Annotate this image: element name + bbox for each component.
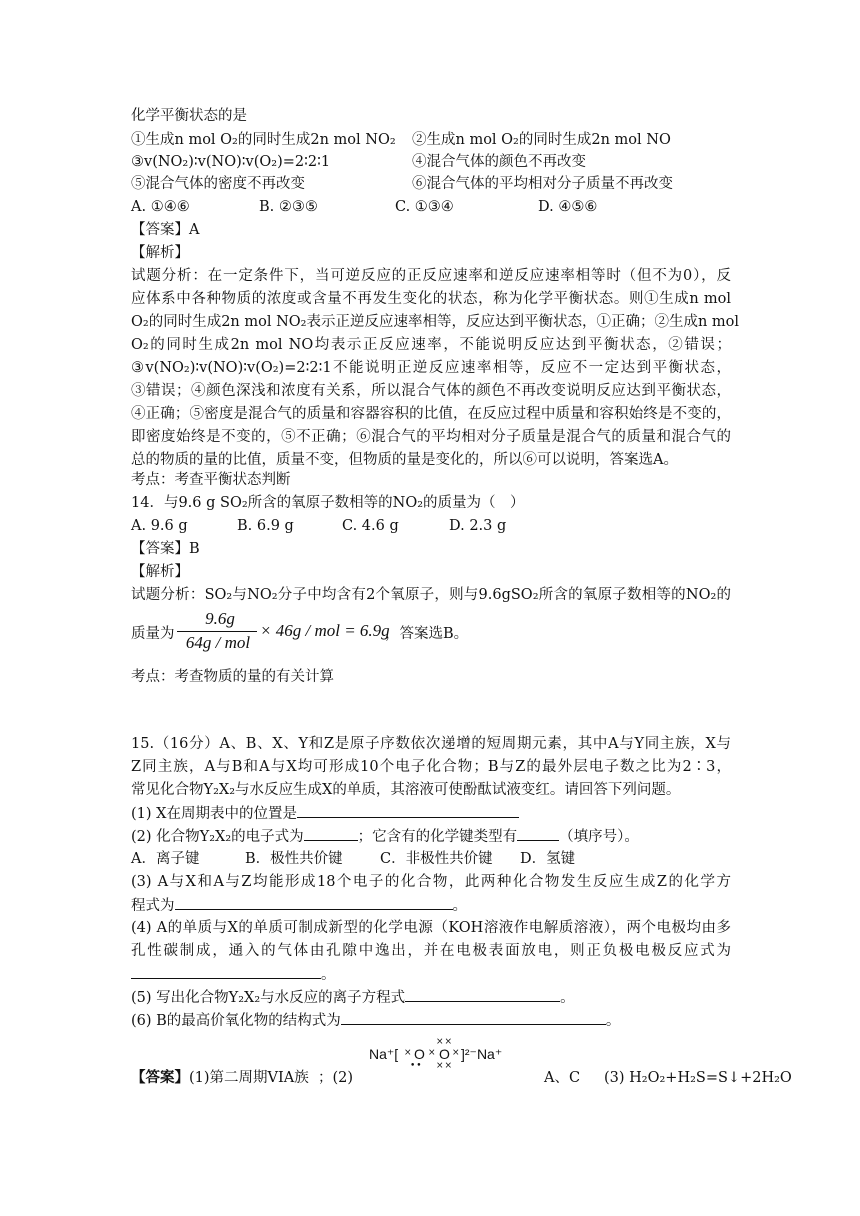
q15-answer-3: (3) H₂O₂+H₂S=S↓+2H₂O (604, 1070, 792, 1086)
q14-point: 考点：考查物质的量的有关计算 (131, 669, 334, 685)
fraction-numerator: 9.6g (205, 609, 235, 628)
q13-answer: 【答案】A (131, 222, 200, 238)
q15-stem-line: 常见化合物Y₂X₂与水反应生成X的单质，其溶液可使酚酞试液变红。请回答下列问题。 (131, 782, 681, 798)
answer-blank[interactable] (405, 987, 560, 1002)
q15-part-4: (4) A的单质与X的单质可制成新型的化学电源（KOH溶液作电解质溶液），两个电极均由多 (131, 920, 731, 936)
q15-part-3-cont: 程式为 。 (131, 895, 467, 916)
lewis-oxygen-2: O (439, 1046, 450, 1062)
q14-option-b: B. 6.9 g (237, 518, 294, 534)
lewis-left: Na⁺[ (369, 1046, 399, 1062)
answer-blank[interactable] (341, 1010, 606, 1025)
q15-part-4-cont: 孔性碳制成，通入的气体由孔隙中逸出，并在电极表面放电，则正负极电极反应式为 (131, 943, 731, 959)
q13-analysis-line: ④正确；⑤密度是混合气的质量和容器容积的比值，在反应过程中质量和容积始终是不变的， (131, 406, 731, 422)
q14-mass-prefix: 质量为 (131, 626, 175, 642)
electron-dots: × (452, 1048, 461, 1058)
q13-option-b: B. ②③⑤ (259, 199, 318, 215)
lewis-right: ]²⁻Na⁺ (461, 1046, 503, 1062)
q14-option-c: C. 4.6 g (342, 518, 399, 534)
q14-stem: 14．与9.6 g SO₂所含的氧原子数相等的NO₂的质量为（ ） (131, 495, 525, 511)
q13-analysis-line: 试题分析：在一定条件下，当可逆反应的正反应速率和逆反应速率相等时（但不为0），反 (131, 268, 731, 284)
answer-blank[interactable] (517, 826, 559, 841)
fraction-bar (177, 631, 257, 632)
q14-analysis-label: 【解析】 (131, 564, 189, 580)
q13-analysis-line: 总的物质的量的比值，质量不变，但物质的量是变化的，所以⑥可以说明，答案选A。 (131, 452, 678, 468)
q13-analysis-line: ③v(NO₂)∶v(NO)∶v(O₂)=2∶2∶1不能说明正逆反应速率相等，反应不一定达到平衡状态， (131, 360, 731, 376)
electron-dots: •• (410, 1061, 423, 1071)
q13-stem: 化学平衡状态的是 (131, 108, 247, 124)
answer-blank[interactable] (297, 803, 519, 818)
electron-dots: ×× (436, 1037, 454, 1047)
q14-option-d: D. 2.3 g (449, 518, 507, 534)
q15-part-2: (2) 化合物Y₂X₂的电子式为 ；它含有的化学键类型有 （填序号）。 (131, 826, 639, 847)
q15-option-c: C．非极性共价键 (380, 851, 493, 867)
q14-mass-suffix: ，答案选B。 (385, 626, 469, 642)
q15-option-a: A．离子键 (131, 851, 200, 867)
q13-option-d: D. ④⑤⑥ (538, 199, 598, 215)
q13-item-5: ⑤混合气体的密度不再改变 (131, 176, 305, 192)
q13-analysis-line: O₂的同时生成2n mol NO均表示正反应速率，不能说明反应达到平衡状态，②错误； (131, 337, 731, 353)
q13-option-a: A. ①④⑥ (131, 199, 190, 215)
answer-blank[interactable] (175, 895, 453, 910)
fraction-result: × 46g / mol = 6.9g (260, 621, 390, 640)
q13-item-3: ③v(NO₂)∶v(NO)∶v(O₂)=2∶2∶1 (131, 154, 331, 170)
q13-option-c: C. ①③④ (395, 199, 454, 215)
q15-answer-2: ；(2) (318, 1070, 354, 1086)
answer-blank[interactable] (131, 964, 321, 979)
q13-analysis-line: O₂的同时生成2n mol NO₂表示正逆反应速率相等，反应达到平衡状态，①正确；②生成n mol (131, 314, 740, 330)
q13-item-2: ②生成n mol O₂的同时生成2n mol NO (412, 132, 671, 148)
electron-dots: × (404, 1048, 413, 1058)
q15-stem-line: Z同主族，A与B和A与X均可形成10个电子化合物；B与Z的最外层电子数之比为2∶3， (131, 759, 732, 775)
q14-answer: 【答案】B (131, 541, 200, 557)
q15-part-6: (6) B的最高价氧化物的结构式为 。 (131, 1010, 620, 1031)
fraction-denominator: 64g / mol (185, 633, 251, 652)
q13-point: 考点：考查平衡状态判断 (131, 472, 291, 488)
q13-item-4: ④混合气体的颜色不再改变 (412, 154, 586, 170)
q15-part-1: (1) X在周期表中的位置是 (131, 803, 519, 824)
q13-analysis-line: 应体系中各种物质的浓度或含量不再发生变化的状态，称为化学平衡状态。则①生成n mol (131, 291, 731, 307)
q15-part-5: (5) 写出化合物Y₂X₂与水反应的离子方程式 。 (131, 987, 575, 1008)
q13-item-6: ⑥混合气体的平均相对分子质量不再改变 (412, 176, 673, 192)
q15-answer-2b: A、C (544, 1070, 581, 1086)
q14-option-a: A. 9.6 g (131, 518, 188, 534)
q15-answer: 【答案】(1)第二周期VIA族 (131, 1069, 309, 1086)
q15-stem-line: 15.（16分）A、B、X、Y和Z是原子序数依次递增的短周期元素，其中A与Y同主族，X与 (131, 736, 731, 752)
q15-option-d: D．氢键 (520, 851, 576, 867)
q13-analysis-line: 即密度始终是不变的，⑤不正确；⑥混合气的平均相对分子质量是混合气的质量和混合气的 (131, 429, 731, 445)
q13-analysis-line: ③错误；④颜色深浅和浓度有关系，所以混合气体的颜色不再改变说明反应达到平衡状态， (131, 383, 731, 399)
q14-analysis-line: 试题分析：SO₂与NO₂分子中均含有2个氧原子，则与9.6gSO₂所含的氧原子数相等的NO₂的 (131, 587, 731, 603)
q13-analysis-label: 【解析】 (131, 245, 189, 261)
q15-part-3: (3) A与X和A与Z均能形成18个电子的化合物，此两种化合物发生反应生成Z的化学方 (131, 874, 731, 890)
electron-dots: × (428, 1048, 437, 1058)
q15-part-4-blank: 。 (131, 964, 336, 985)
electron-dots: ×× (436, 1061, 454, 1071)
q13-item-1: ①生成n mol O₂的同时生成2n mol NO₂ (131, 132, 396, 148)
lewis-oxygen-1: O (414, 1046, 425, 1062)
q15-option-b: B．极性共价键 (245, 851, 343, 867)
answer-blank[interactable] (304, 826, 358, 841)
